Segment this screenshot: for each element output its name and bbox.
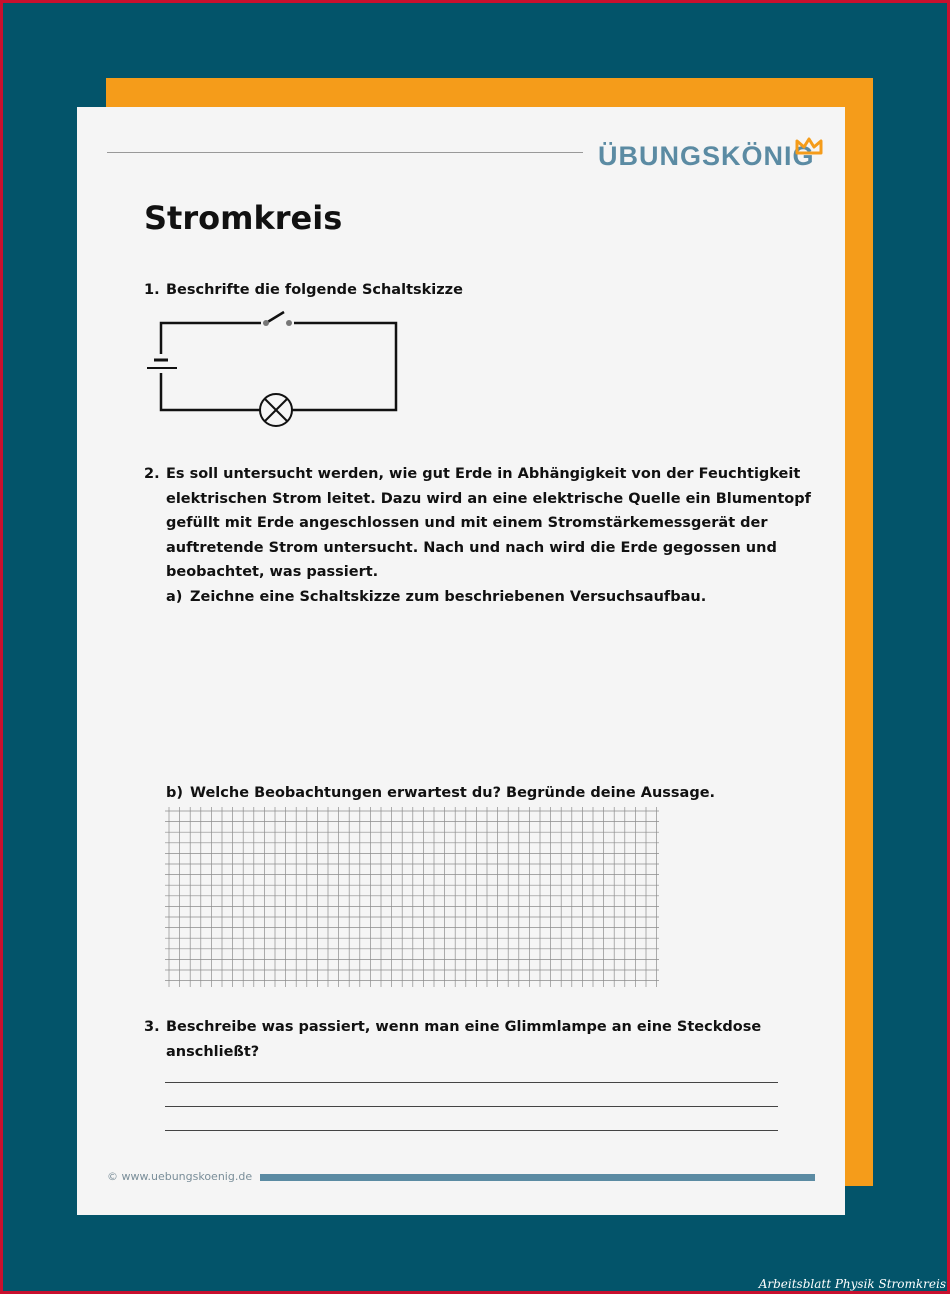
page-title: Stromkreis	[144, 199, 343, 237]
brand-logo: ÜBUNGSKÖNIG	[598, 141, 815, 171]
question-2a	[166, 585, 706, 610]
sub-question-letter: a)	[166, 589, 183, 605]
sub-question-letter: b)	[166, 785, 184, 801]
question-number: 3.	[144, 1019, 160, 1035]
answer-grid[interactable]	[165, 807, 659, 987]
question-text: Beschreibe was passiert, wenn man eine Glimmlampe an eine Steckdose anschließt?	[166, 1019, 762, 1060]
question-number: 2.	[144, 466, 160, 482]
question-2b	[166, 781, 715, 806]
sub-question-text: Welche Beobachtungen erwartest du? Begründe deine Aussage.	[190, 785, 716, 801]
answer-line[interactable]	[165, 1082, 778, 1083]
question-text: Beschrifte die folgende Schaltskizze	[166, 282, 463, 298]
answer-line[interactable]	[165, 1130, 778, 1131]
question-text: Es soll untersucht werden, wie gut Erde in Abhängigkeit von der Feuchtigkeit elektrischen Strom leitet. Dazu wird an eine elektrische Quelle ein Blumentopf gefüllt mit Erde angeschlossen und mit einem Stromstärkemessgerät der auftretende Strom untersucht. Nach und nach wird die Erde gegossen und beobachtet, was passiert.	[166, 466, 811, 581]
lamp-icon	[260, 394, 292, 426]
answer-line[interactable]	[165, 1106, 778, 1107]
question-number: 1.	[144, 282, 160, 298]
sub-question-text: Zeichne eine Schaltskizze zum beschriebenen Versuchsaufbau.	[190, 589, 707, 605]
crown-icon	[795, 137, 823, 155]
circuit-diagram	[144, 307, 404, 437]
image-caption: Arbeitsblatt Physik Stromkreis	[758, 1277, 946, 1291]
header-rule	[107, 152, 583, 153]
footer-website[interactable]: © www.uebungskoenig.de	[107, 1170, 253, 1183]
worksheet-page	[77, 107, 845, 1215]
footer-bar	[260, 1174, 815, 1181]
